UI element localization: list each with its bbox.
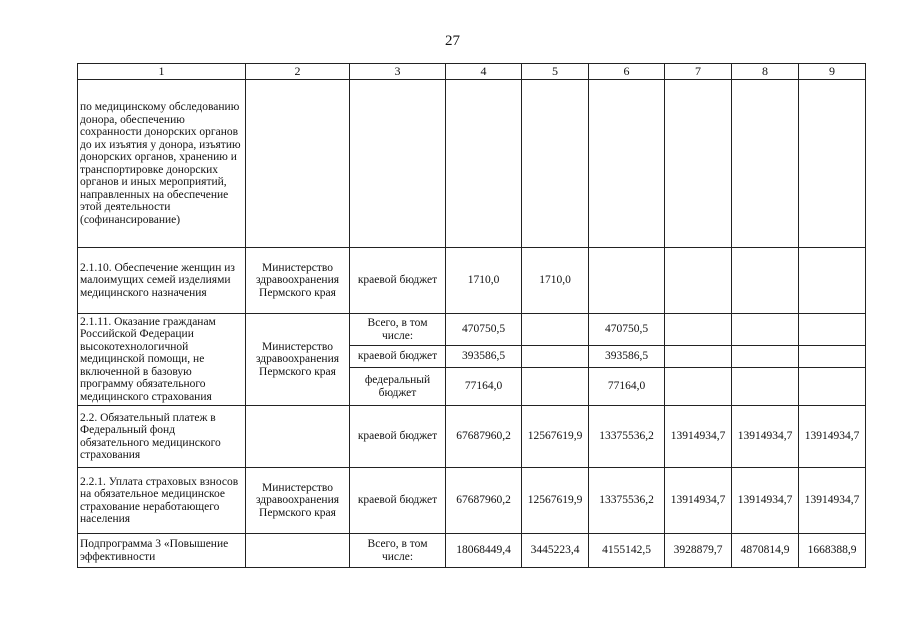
table-cell bbox=[522, 368, 589, 406]
value-cell: 77164,0 bbox=[589, 368, 665, 406]
value-cell: 470750,5 bbox=[589, 314, 665, 346]
table-cell bbox=[799, 248, 866, 314]
table-cell bbox=[799, 346, 866, 368]
executor-cell: Министерство здравоохранения Пермского края bbox=[246, 248, 350, 314]
value-cell: 77164,0 bbox=[446, 368, 522, 406]
value-cell: 1710,0 bbox=[522, 248, 589, 314]
table-cell bbox=[732, 248, 799, 314]
table-row bbox=[78, 314, 866, 346]
value-cell: 12567619,9 bbox=[522, 406, 589, 468]
value-cell: 13914934,7 bbox=[665, 406, 732, 468]
table-cell bbox=[246, 406, 350, 468]
source-cell: краевой бюджет bbox=[350, 468, 446, 534]
value-cell: 13914934,7 bbox=[732, 406, 799, 468]
table-cell bbox=[799, 80, 866, 248]
value-cell: 1710,0 bbox=[446, 248, 522, 314]
value-cell: 13375536,2 bbox=[589, 406, 665, 468]
table-cell bbox=[732, 80, 799, 248]
source-cell: краевой бюджет bbox=[350, 406, 446, 468]
row-description: 2.2. Обязательный платеж в Федеральный фонд обязательного медицинского страхования bbox=[78, 406, 246, 468]
value-cell: 4155142,5 bbox=[589, 534, 665, 568]
table-cell bbox=[665, 346, 732, 368]
value-cell: 13375536,2 bbox=[589, 468, 665, 534]
table-row bbox=[78, 80, 866, 248]
header-cell: 2 bbox=[246, 64, 350, 80]
header-cell: 4 bbox=[446, 64, 522, 80]
source-cell: федеральный бюджет bbox=[350, 368, 446, 406]
table-cell bbox=[446, 80, 522, 248]
value-cell: 67687960,2 bbox=[446, 406, 522, 468]
table-cell bbox=[665, 314, 732, 346]
row-description: 2.1.10. Обеспечение женщин из малоимущих семей изделиями медицинского назначения bbox=[78, 248, 246, 314]
row-description: Подпрограмма 3 «Повышение эффективности bbox=[78, 534, 246, 568]
table-row bbox=[78, 406, 866, 468]
header-row bbox=[78, 64, 866, 80]
value-cell: 3445223,4 bbox=[522, 534, 589, 568]
table-cell bbox=[246, 80, 350, 248]
source-cell: Всего, в том числе: bbox=[350, 314, 446, 346]
table-cell bbox=[799, 368, 866, 406]
value-cell: 1668388,9 bbox=[799, 534, 866, 568]
table-cell bbox=[589, 80, 665, 248]
table-row bbox=[78, 468, 866, 534]
row-description: 2.2.1. Уплата страховых взносов на обязательное медицинское страхование неработающего населения bbox=[78, 468, 246, 534]
row-description: 2.1.11. Оказание гражданам Российской Федерации высокотехнологичной медицинской помощи, не включенной в базовую программу обязательного медицинского страхования bbox=[78, 314, 246, 406]
executor-cell: Министерство здравоохранения Пермского края bbox=[246, 314, 350, 406]
table-cell bbox=[522, 346, 589, 368]
table-cell bbox=[732, 346, 799, 368]
value-cell: 393586,5 bbox=[446, 346, 522, 368]
table-cell bbox=[589, 248, 665, 314]
value-cell: 3928879,7 bbox=[665, 534, 732, 568]
table-row bbox=[78, 534, 866, 568]
table-cell bbox=[522, 314, 589, 346]
table-cell bbox=[732, 314, 799, 346]
value-cell: 470750,5 bbox=[446, 314, 522, 346]
table-cell bbox=[350, 80, 446, 248]
value-cell: 13914934,7 bbox=[799, 406, 866, 468]
table-row bbox=[78, 248, 866, 314]
source-cell: краевой бюджет bbox=[350, 346, 446, 368]
table-cell bbox=[246, 534, 350, 568]
header-cell: 8 bbox=[732, 64, 799, 80]
header-cell: 6 bbox=[589, 64, 665, 80]
table-cell bbox=[522, 80, 589, 248]
header-cell: 9 bbox=[799, 64, 866, 80]
value-cell: 393586,5 bbox=[589, 346, 665, 368]
value-cell: 13914934,7 bbox=[799, 468, 866, 534]
table-cell bbox=[665, 368, 732, 406]
executor-cell: Министерство здравоохранения Пермского края bbox=[246, 468, 350, 534]
value-cell: 12567619,9 bbox=[522, 468, 589, 534]
value-cell: 13914934,7 bbox=[732, 468, 799, 534]
source-cell: Всего, в том числе: bbox=[350, 534, 446, 568]
table-cell bbox=[732, 368, 799, 406]
header-cell: 7 bbox=[665, 64, 732, 80]
budget-table bbox=[77, 63, 866, 568]
page-number: 27 bbox=[445, 33, 460, 49]
table-cell bbox=[665, 80, 732, 248]
header-cell: 3 bbox=[350, 64, 446, 80]
header-cell: 1 bbox=[78, 64, 246, 80]
value-cell: 13914934,7 bbox=[665, 468, 732, 534]
source-cell: краевой бюджет bbox=[350, 248, 446, 314]
header-cell: 5 bbox=[522, 64, 589, 80]
row-description: по медицинскому обследованию донора, обеспечению сохранности донорских органов до их изъятия у донора, изъятию донорских органов, хранению и транспортировке донорских органов и иных мероприятий, направленных на обеспечение этой деятельности (софинансирование) bbox=[78, 80, 246, 248]
value-cell: 67687960,2 bbox=[446, 468, 522, 534]
value-cell: 4870814,9 bbox=[732, 534, 799, 568]
table-cell bbox=[665, 248, 732, 314]
table-cell bbox=[799, 314, 866, 346]
value-cell: 18068449,4 bbox=[446, 534, 522, 568]
